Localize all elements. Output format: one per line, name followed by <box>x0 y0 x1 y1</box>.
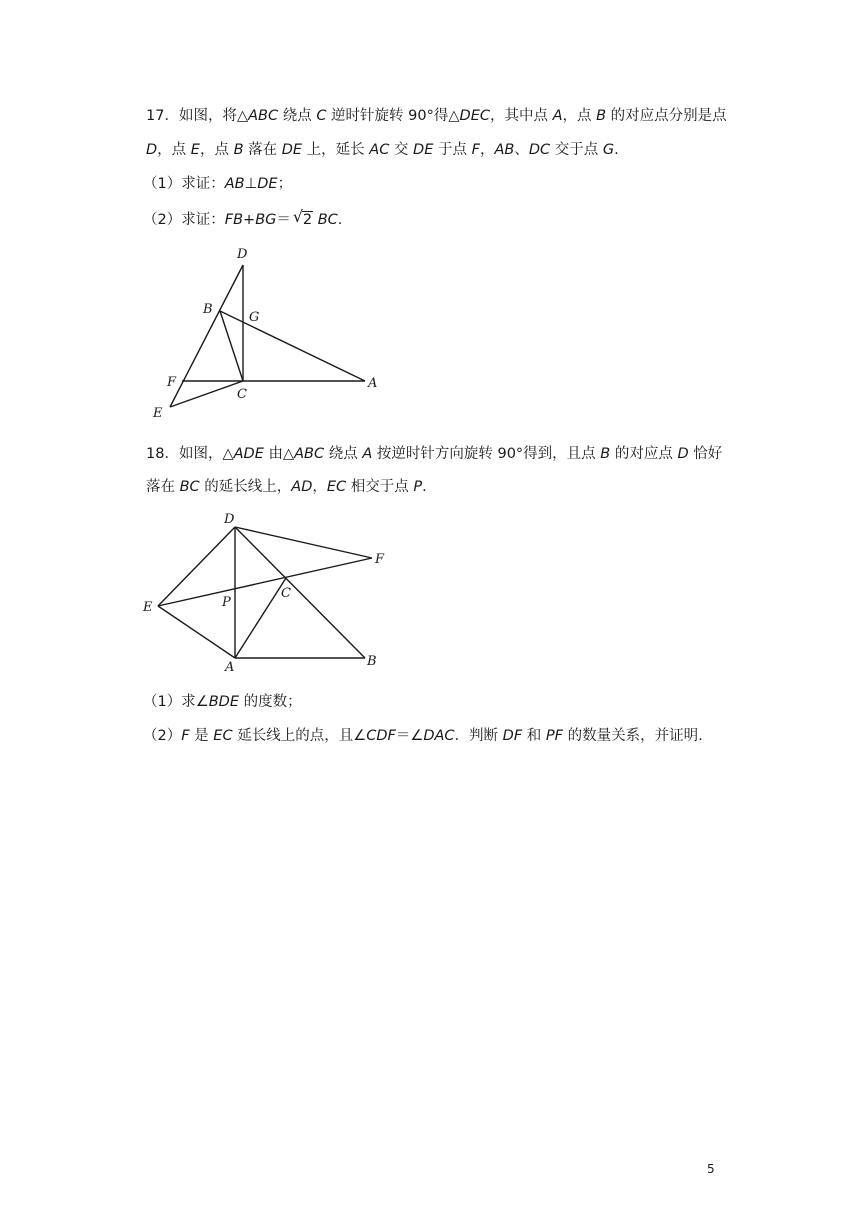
label-F: F <box>375 552 385 567</box>
label-D: D <box>224 512 235 527</box>
q17-part-2: （2）求证：FB+BG＝ √ 2 BC. <box>143 207 343 228</box>
label-C: C <box>281 586 291 601</box>
segment-AC <box>235 578 286 658</box>
q18-part-2: （2）F 是 EC 延长线上的点，且∠CDF＝∠DAC．判断 DF 和 PF 的数量关系，并证明. <box>143 728 703 744</box>
q18-part-1: （1）求∠BDE 的度数； <box>143 694 302 710</box>
segment-EF <box>158 558 372 606</box>
q18-line-1: 18．如图，△ADE 由△ABC 绕点 A 按逆时针方向旋转 90°得到，且点 B 的对应点 D 恰好 <box>146 446 723 462</box>
q17-line-1: 17．如图，将△ABC 绕点 C 逆时针旋转 90°得△DEC，其中点 A，点 B 的对应点分别是点 <box>146 108 727 124</box>
segment-EA <box>158 606 235 658</box>
sqrt-symbol: √ 2 <box>292 207 313 228</box>
label-D: D <box>237 247 248 262</box>
label-E: E <box>143 600 153 615</box>
label-P: P <box>222 595 231 610</box>
label-F: F <box>167 375 177 390</box>
label-B: B <box>203 302 213 317</box>
label-E: E <box>153 406 163 421</box>
label-C: C <box>237 387 247 402</box>
page-number: 5 <box>707 1162 715 1176</box>
q17-line-2: D，点 E，点 B 落在 DE 上，延长 AC 交 DE 于点 F，AB、DC 交于点 G. <box>146 142 619 158</box>
segment-DB <box>235 527 365 658</box>
label-B: B <box>367 654 377 669</box>
q18-line-2: 落在 BC 的延长线上，AD，EC 相交于点 P. <box>146 479 427 495</box>
label-A: A <box>225 660 235 675</box>
label-A: A <box>368 376 378 391</box>
q17-part-1: （1）求证：AB⊥DE； <box>143 176 293 192</box>
segment-DF <box>235 527 372 558</box>
label-G: G <box>249 310 260 325</box>
